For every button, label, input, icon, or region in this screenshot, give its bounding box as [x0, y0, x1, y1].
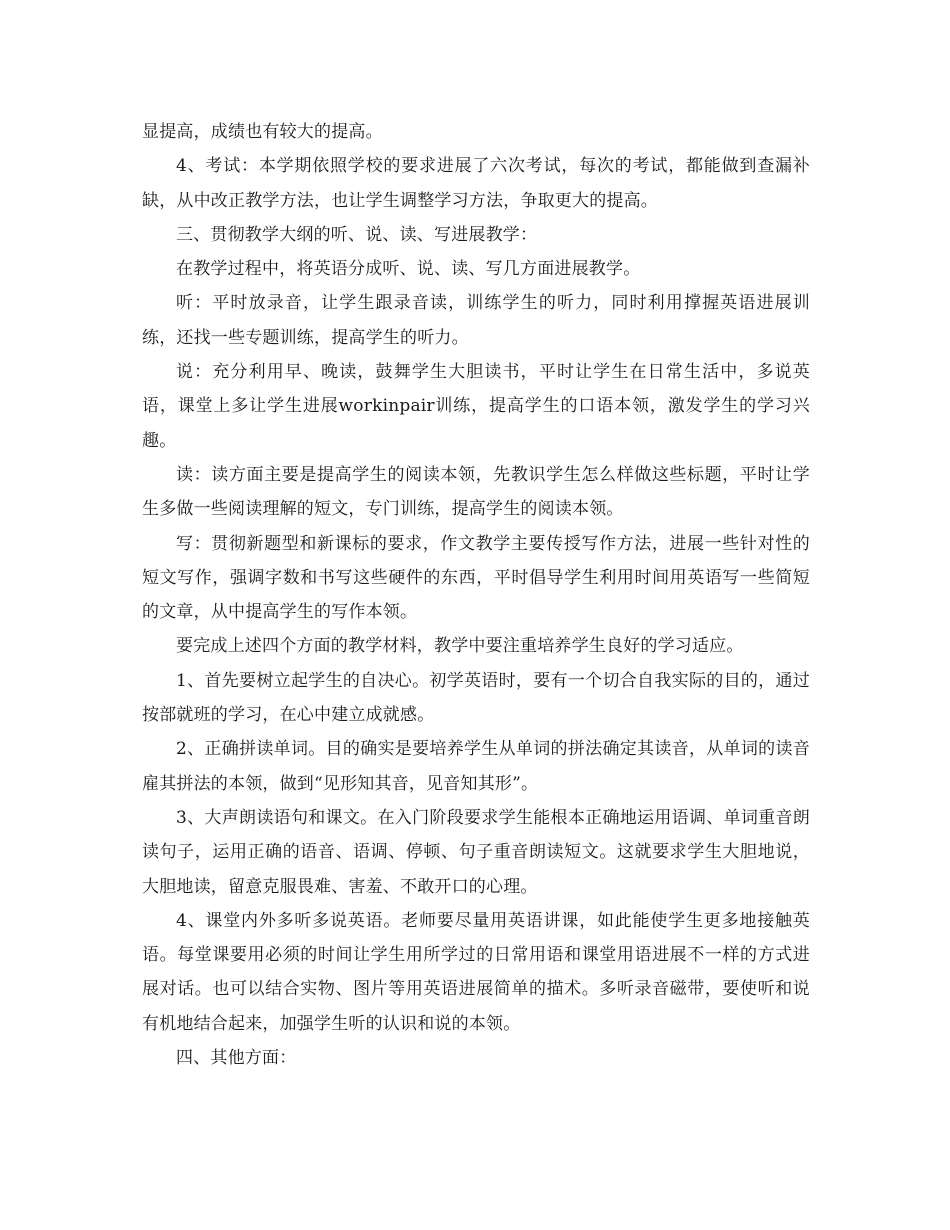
paragraph-speaking: 说：充分利用早、晚读，鼓舞学生大胆读书，平时让学生在日常生活中，多说英语，课堂上多让学生进展workinpair训练，提高学生的口语本领，激发学生的学习兴趣。	[142, 362, 810, 451]
list-item-4: 4、课堂内外多听多说英语。老师要尽量用英语讲课，如此能使学生更多地接触英语。每堂课要用必须的时间让学生用所学过的日常用语和课堂用语进展不一样的方式进展对话。也可以结合实物、图片等用英语进展简单的描术。多听录音磁带，要使听和说有机地结合起来，加强学生听的认识和说的本领。	[142, 910, 810, 1034]
list-item-2: 2、正确拼读单词。目的确实是要培养学生从单词的拼法确定其读音，从单词的读音雇其拼法的本领，做到“见形知其音，见音知其形”。	[142, 739, 810, 794]
paragraph-intro: 在教学过程中，将英语分成听、说、读、写几方面进展教学。	[176, 259, 641, 280]
list-item-3: 3、大声朗读语句和课文。在入门阶段要求学生能根本正确地运用语调、单词重音朗读句子，运用正确的语音、语调、停顿、句子重音朗读短文。这就要求学生大胆地说，大胆地读，留意克服畏难、害羞、不敢开口的心理。	[142, 807, 810, 897]
paragraph-reading: 读：读方面主要是提高学生的阅读本领，先教识学生怎么样做这些标题，平时让学生多做一些阅读理解的短文，专门训练，提高学生的阅读本领。	[142, 464, 810, 520]
paragraph-summary: 要完成上述四个方面的教学材料，教学中要注重培养学生良好的学习适应。	[176, 636, 744, 657]
paragraph-listening: 听：平时放录音，让学生跟录音读，训练学生的听力，同时利用撑握英语进展训练，还找一些专题训练，提高学生的听力。	[142, 293, 810, 348]
list-item-1: 1、首先要树立起学生的自决心。初学英语时，要有一个切合自我实际的目的，通过按部就班的学习，在心中建立成就感。	[142, 670, 810, 726]
section-heading-4: 四、其他方面：	[176, 1048, 297, 1069]
paragraph-writing: 写：贯彻新题型和新课标的要求，作文教学主要传授写作方法，进展一些针对性的短文写作，强调字数和书写这些硬件的东西，平时倡导学生利用时间用英语写一些简短的文章，从中提高学生的写作本领。	[142, 533, 810, 623]
paragraph-continued: 显提高，成绩也有较大的提高。	[142, 122, 383, 142]
document-body	[142, 115, 810, 1075]
section-heading-3: 三、贯彻教学大纲的听、说、读、写进展教学：	[176, 224, 538, 245]
paragraph-exams: 4、考试：本学期依照学校的要求进展了六次考试，每次的考试，都能做到查漏补缺，从中改正教学方法，也让学生调整学习方法，争取更大的提高。	[142, 156, 810, 211]
